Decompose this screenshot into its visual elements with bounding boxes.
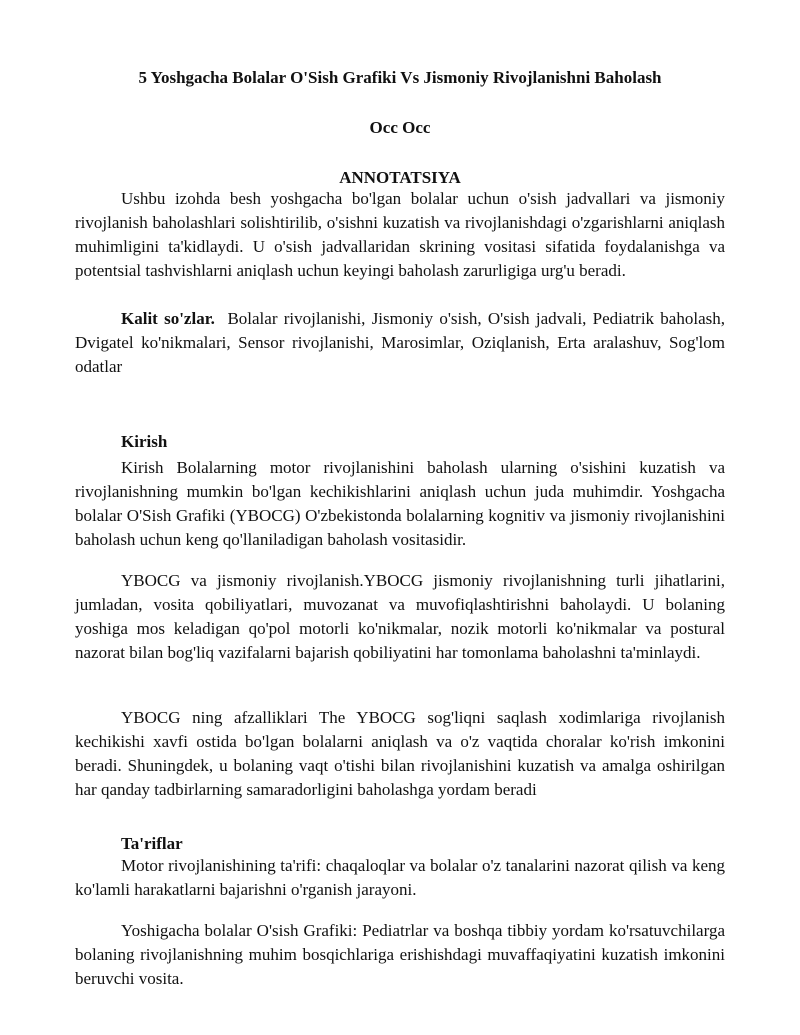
intro-paragraph-2: YBOCG va jismoniy rivojlanish.YBOCG jismoniy rivojlanishning turli jihatlarini, jumladan, vosita qobiliyatlari, muvozanat va muvofiqlashtirishni baholaydi. U bolaning yoshiga mos keladigan qo'pol motorli ko'nikmalar, nozik motorli ko'nikmalar va postural nazorat bilan bog'liq vazifalarni bajarish qobiliyatini har tomonlama baholashni ta'minlaydi. [75, 571, 725, 662]
document-title: 5 Yoshgacha Bolalar O'Sish Grafiki Vs Jismoniy Rivojlanishni Baholash [138, 68, 662, 87]
author-name: Occ Occ [369, 118, 431, 137]
intro-paragraph-3: YBOCG ning afzalliklari The YBOCG sog'liqni saqlash xodimlariga rivojlanish kechikishi xavfi ostida bo'lgan bolalarni aniqlash va o'z vaqtida choralar ko'rish imkonini beradi. Shuningdek, u bolaning vaqt o'tishi bilan rivojlanishini kuzatish va amalga oshirilgan har qanday tadbirlarning samaradorligini baholashga yordam beradi [75, 708, 725, 799]
intro-heading: Kirish [121, 432, 168, 451]
definitions-paragraph-1: Motor rivojlanishining ta'rifi: chaqaloqlar va bolalar o'z tanalarini nazorat qilish va keng ko'lamli harakatlarni bajarishni o'rganish jarayoni. [75, 856, 725, 899]
keywords-paragraph [75, 307, 725, 379]
keywords-text: Bolalar rivojlanishi, Jismoniy o'sish, O'sish jadvali, Pediatrik baholash, Dvigatel ko'nikmalari, Sensor rivojlanishi, Marosimlar, Oziqlanish, Erta aralashuv, Sog'lom odatlar [75, 309, 725, 376]
intro-paragraph-1: Kirish Bolalarning motor rivojlanishini baholash ularning o'sishini kuzatish va rivojlanishning mumkin bo'lgan kechikishlarini aniqlash uchun juda muhimdir. Yoshgacha bolalar O'Sish Grafiki (YBOCG) O'zbekistonda bolalarning kognitiv va jismoniy rivojlanishini baholash uchun keng qo'llaniladigan baholash vositasidir. [75, 458, 725, 549]
definitions-heading: Ta'riflar [121, 834, 183, 853]
keywords-label: Kalit so'zlar. [121, 309, 215, 328]
abstract-heading: ANNOTATSIYA [339, 168, 461, 187]
abstract-paragraph: Ushbu izohda besh yoshgacha bo'lgan bolalar uchun o'sish jadvallari va jismoniy rivojlanish baholashlari solishtirilib, o'sishni kuzatish va rivojlanishdagi o'zgarishlarni aniqlash muhimligini ta'kidlaydi. U o'sish jadvallaridan skrining vositasi sifatida foydalanishga va potentsial tashvishlarni aniqlash uchun keyingi baholash zarurligiga urg'u beradi. [75, 189, 725, 280]
definitions-paragraph-2: Yoshigacha bolalar O'sish Grafiki: Pediatrlar va boshqa tibbiy yordam ko'rsatuvchilarga bolaning rivojlanishning muhim bosqichlariga erishishdagi muvaffaqiyatini kuzatish imkonini beruvchi vosita. [75, 921, 725, 988]
